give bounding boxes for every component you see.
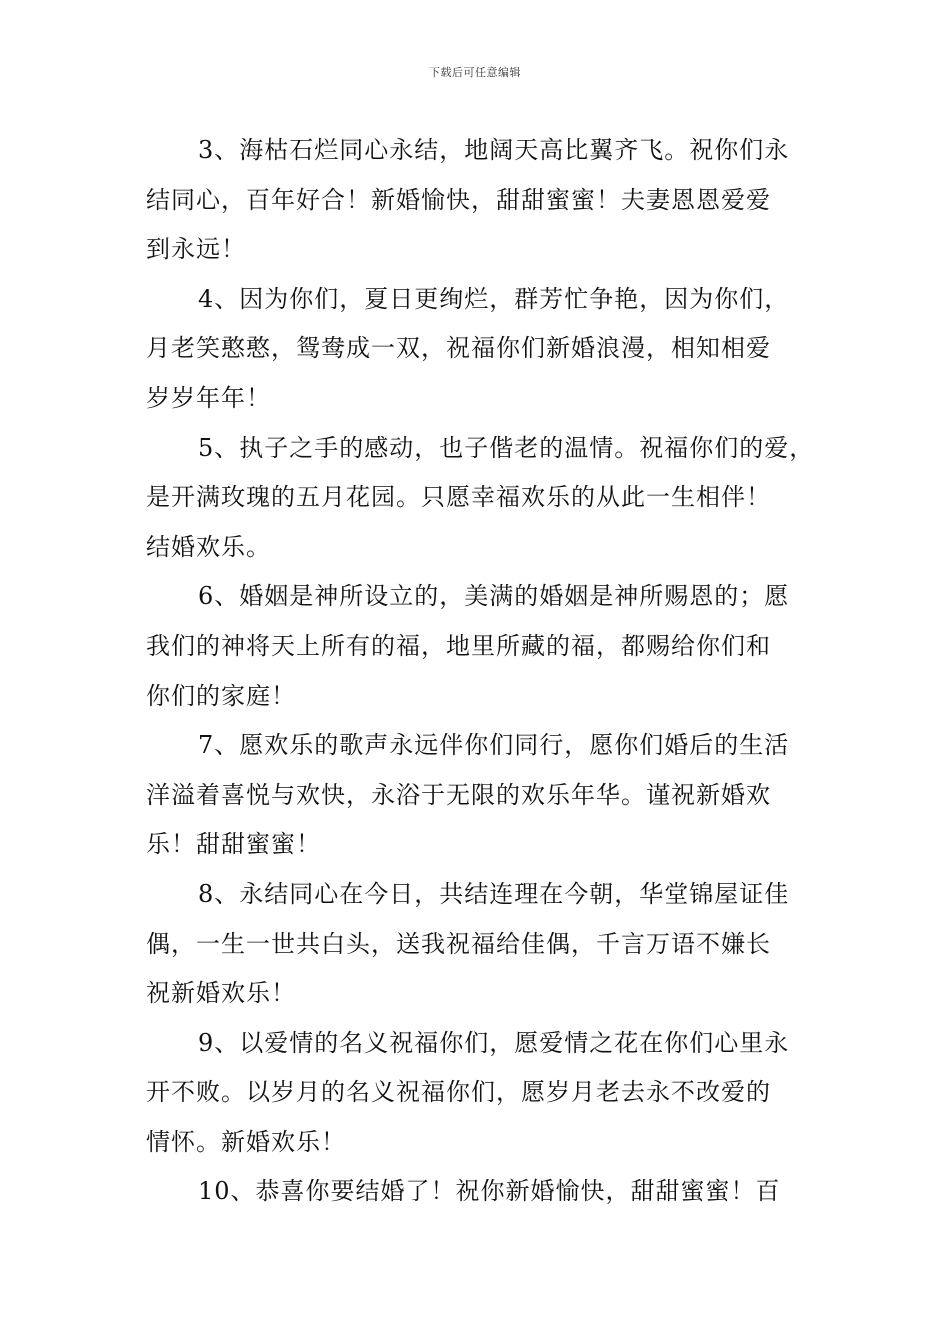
paragraph-6 (146, 572, 826, 721)
paragraph-10 (146, 1167, 826, 1217)
paragraph-8 (146, 870, 826, 1019)
paragraph-line: 洋溢着喜悦与欢快，永浴于无限的欢乐年华。谨祝新婚欢 (146, 780, 771, 809)
paragraph-line: 到永远！ (146, 235, 246, 264)
paragraph-line: 9、以爱情的名义祝福你们，愿爱情之花在你们心里永 (198, 1028, 790, 1057)
paragraph-line: 祝新婚欢乐！ (146, 979, 296, 1008)
paragraph-line: 3、海枯石烂同心永结，地阔天高比翼齐飞。祝你们永 (198, 136, 790, 164)
header-note: 下载后可任意编辑 (429, 66, 521, 79)
paragraph-line: 7、愿欢乐的歌声永远伴你们同行，愿你们婚后的生活 (198, 731, 790, 760)
paragraph-line: 结婚欢乐。 (146, 532, 271, 561)
paragraph-line: 情怀。新婚欢乐！ (146, 1127, 346, 1156)
paragraph-4 (146, 275, 826, 424)
paragraph-line: 6、婚姻是神所设立的，美满的婚姻是神所赐恩的；愿 (198, 582, 790, 611)
paragraph-line: 10、恭喜你要结婚了！祝你新婚愉快，甜甜蜜蜜！百 (198, 1177, 781, 1206)
paragraph-line: 月老笑憨憨，鸳鸯成一双，祝福你们新婚浪漫，相知相爱 (146, 334, 771, 363)
paragraph-line: 开不败。以岁月的名义祝福你们，愿岁月老去永不改爱的 (146, 1078, 771, 1107)
paragraph-9 (146, 1019, 826, 1168)
paragraph-line: 8、永结同心在今日，共结连理在今朝，华堂锦屋证佳 (198, 879, 790, 908)
paragraph-line: 结同心，百年好合！新婚愉快，甜甜蜜蜜！夫妻恩恩爱爱 (146, 185, 771, 214)
paragraph-line: 4、因为你们，夏日更绚烂，群芳忙争艳，因为你们， (198, 284, 790, 313)
paragraph-7 (146, 721, 826, 870)
paragraph-line: 你们的家庭！ (146, 681, 296, 710)
paragraph-line: 是开满玫瑰的五月花园。只愿幸福欢乐的从此一生相伴！ (146, 483, 771, 512)
document-body (146, 126, 826, 1217)
paragraph-line: 乐！甜甜蜜蜜！ (146, 830, 321, 859)
paragraph-line: 岁岁年年！ (146, 383, 271, 412)
paragraph-line: 我们的神将天上所有的福，地里所藏的福，都赐给你们和 (146, 631, 771, 660)
paragraph-line: 偶，一生一世共白头，送我祝福给佳偶，千言万语不嫌长 (146, 929, 771, 958)
paragraph-line: 5、执子之手的感动，也子偕老的温情。祝福你们的爱， (198, 433, 815, 462)
paragraph-5 (146, 424, 826, 573)
paragraph-3 (146, 126, 826, 275)
